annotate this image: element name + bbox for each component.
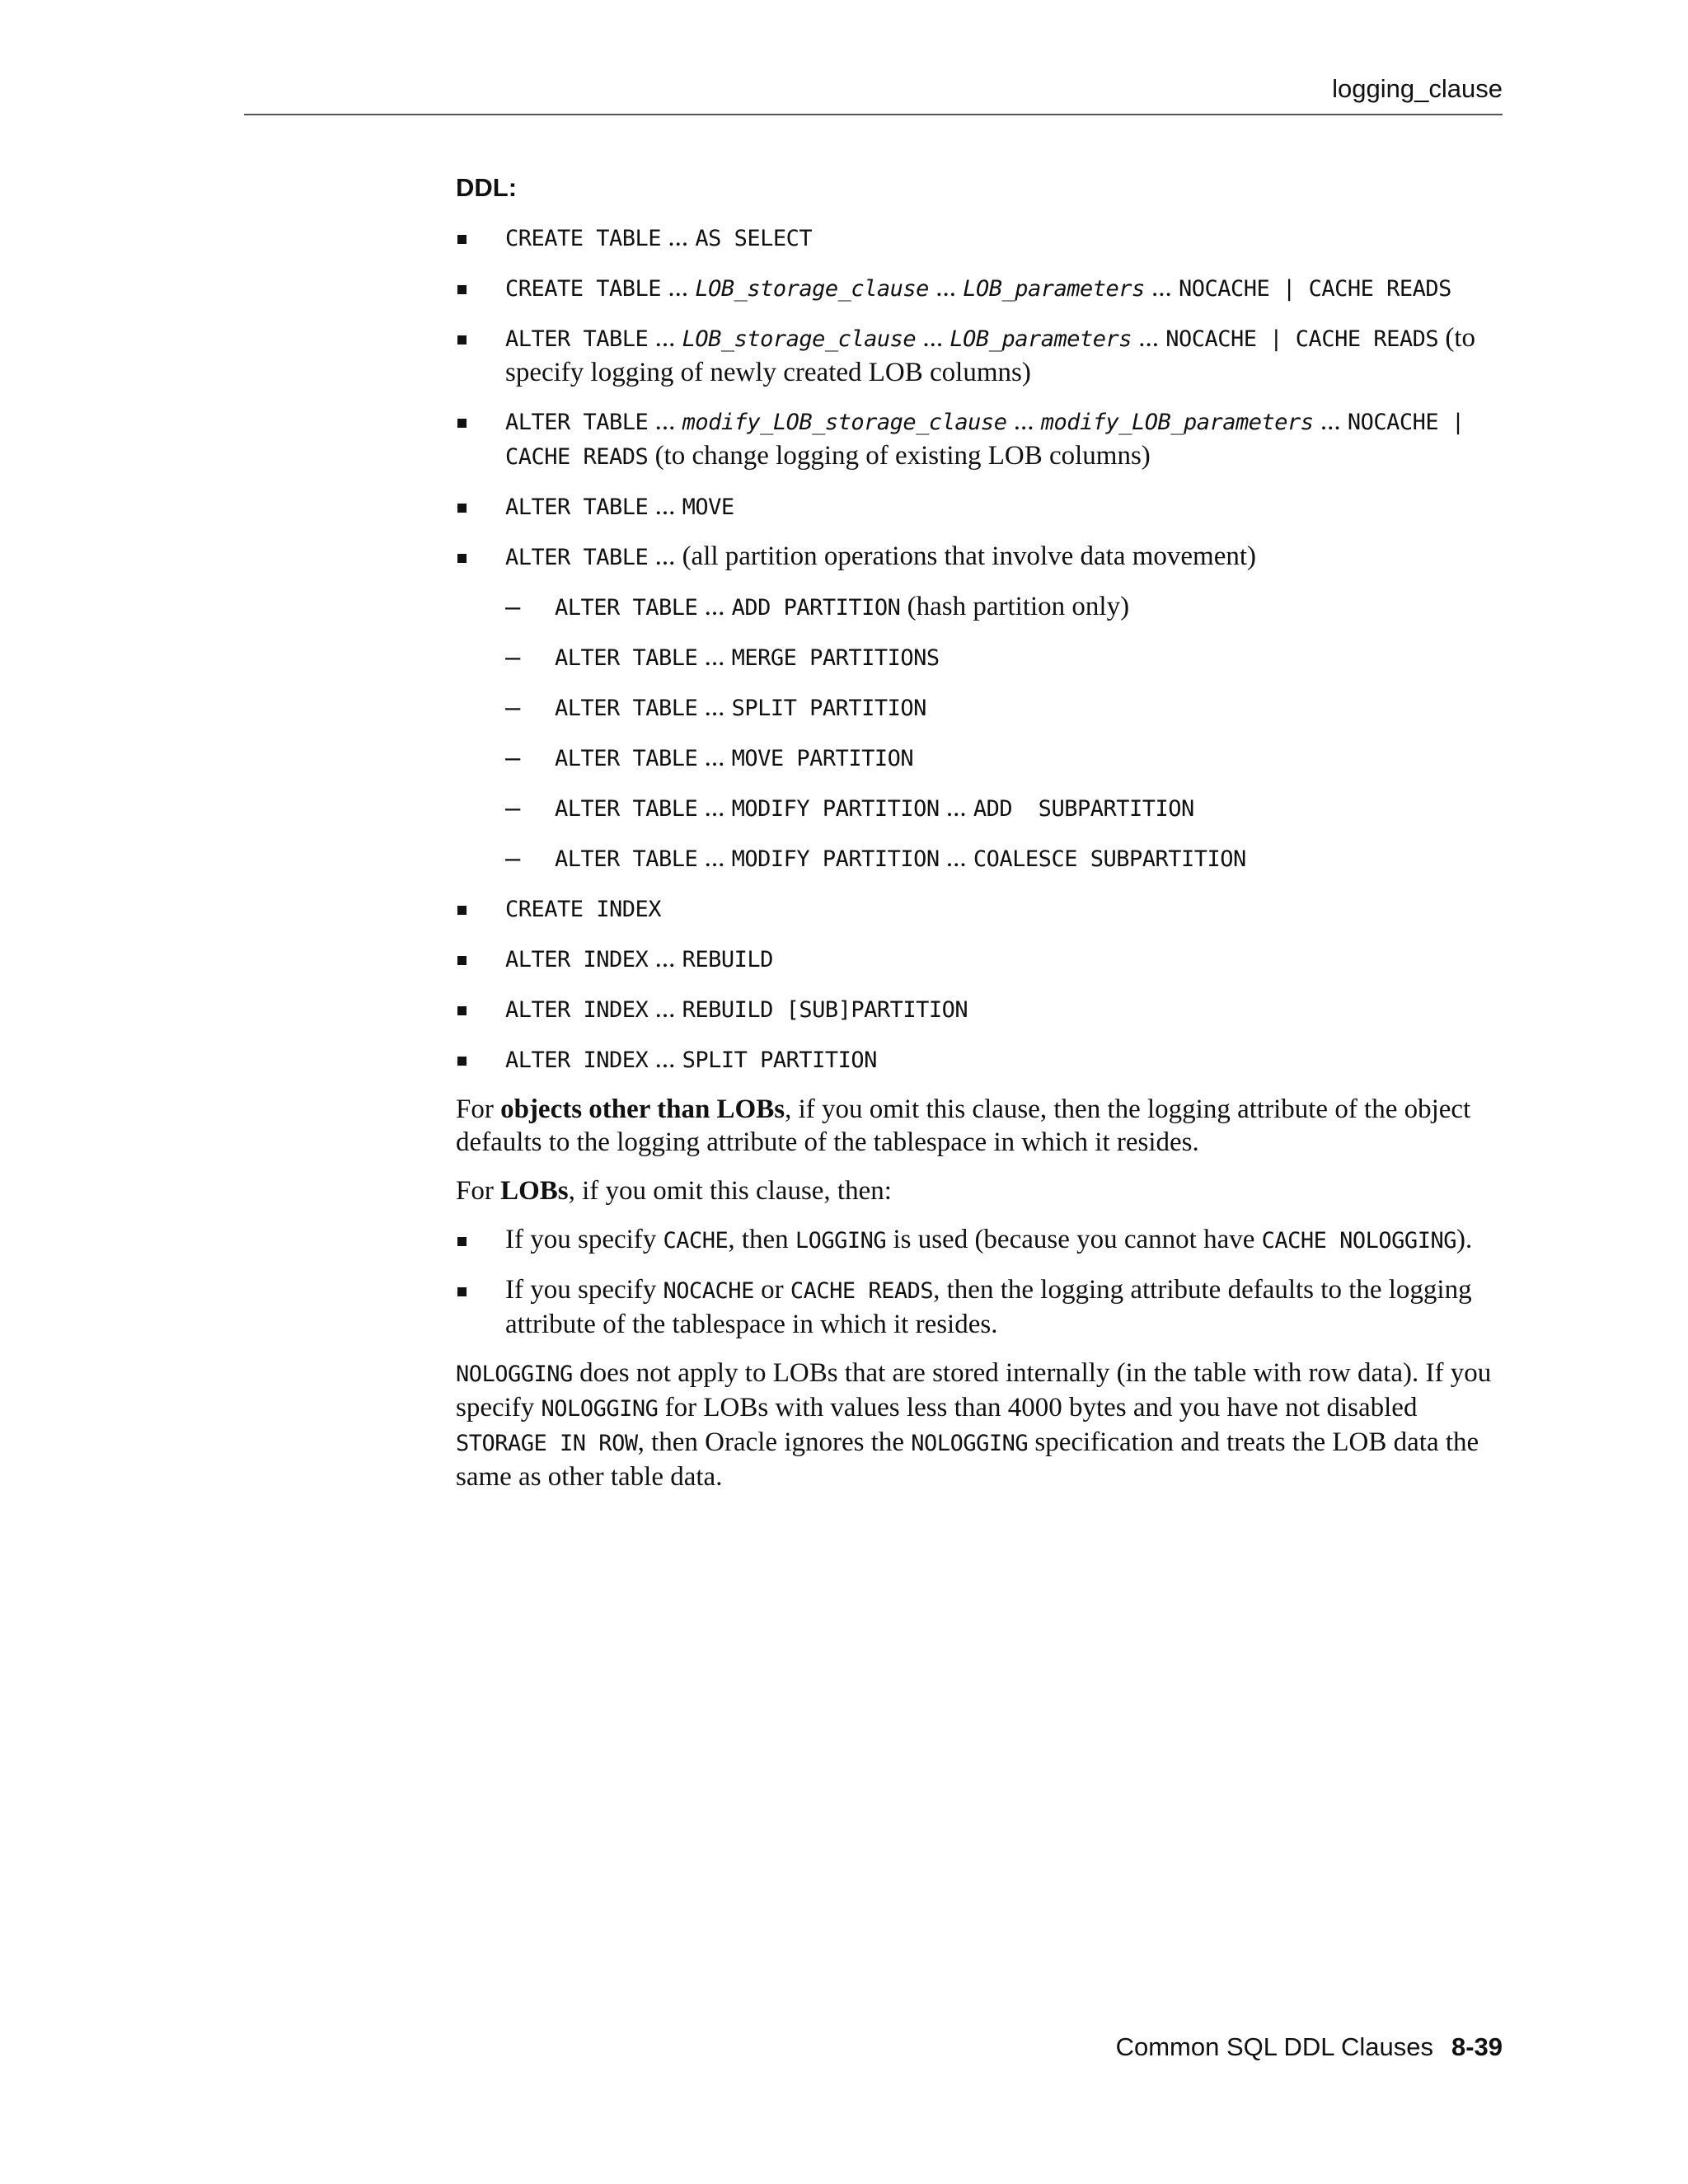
bullet-icon: [457, 504, 467, 513]
bullet-icon: [457, 956, 467, 965]
header-rule: [244, 114, 1503, 115]
list-item: ALTER TABLE ... (all partition operations that involve data movement) – ALTER TABLE ... ADD PARTITION (hash partition only) – ALTER TABLE ... MERGE PARTITIONS – ALTER TABLE ... SPLIT PARTITION – ALTER TABLE ... MOVE PARTITION – ALTER TABLE ... MODIFY PARTITION ... ADD SUBPARTITION – ALTER TABLE ... MODIFY PARTITION ... COALESCE SUBPARTITION: [456, 540, 1503, 876]
footer-title: Common SQL DDL Clauses: [1115, 2032, 1433, 2061]
bullet-icon: [457, 1057, 467, 1066]
paragraph-non-lob: For objects other than LOBs, if you omit this clause, then the logging attribute of the object defaults to the logging attribute of the tablespace in which it resides.: [456, 1094, 1471, 1157]
sub-list-item: – ALTER TABLE ... MOVE PARTITION: [505, 742, 914, 772]
list-item: ALTER TABLE ... LOB_storage_clause ... LOB_parameters ... NOCACHE | CACHE READS (to specify logging of newly created LOB columns): [456, 321, 1503, 389]
list-item: ALTER INDEX ... REBUILD [SUB]PARTITION: [456, 992, 1503, 1027]
page-body: [456, 171, 1503, 1509]
page-footer: [1116, 2032, 1503, 2062]
list-item: ALTER TABLE ... modify_LOB_storage_clause ... modify_LOB_parameters ... NOCACHE | CACHE READS (to change logging of existing LOB columns): [456, 405, 1503, 474]
bullet-icon: [457, 1237, 467, 1246]
section-heading: DDL:: [456, 173, 518, 202]
paragraph-nologging: NOLOGGING does not apply to LOBs that are stored internally (in the table with row data). If you specify NOLOGGING for LOBs with values less than 4000 bytes and you have not disabled STORAGE IN ROW, then Oracle ignores the NOLOGGING specification and treats the LOB data the same as other table data.: [456, 1358, 1492, 1492]
partition-ops-list: [505, 590, 1503, 876]
sub-list-item: – ALTER TABLE ... MODIFY PARTITION ... COALESCE SUBPARTITION: [505, 842, 1246, 873]
sub-list-item: – ALTER TABLE ... SPLIT PARTITION: [505, 691, 926, 722]
ddl-list: [456, 221, 1503, 1077]
sub-list-item: – ALTER TABLE ... MODIFY PARTITION ... ADD SUBPARTITION: [505, 792, 1194, 823]
bullet-icon: [457, 285, 467, 294]
list-item: ALTER INDEX ... SPLIT PARTITION: [456, 1043, 1503, 1077]
dash-icon: –: [505, 691, 521, 722]
bullet-icon: [457, 335, 467, 344]
list-item: CREATE INDEX: [456, 892, 1503, 926]
list-item: If you specify NOCACHE or CACHE READS, then the logging attribute defaults to the logging attribute of the tablespace in which it resides.: [456, 1273, 1503, 1341]
bullet-icon: [457, 419, 467, 428]
list-item: ALTER TABLE ... MOVE: [456, 490, 1503, 524]
list-item: CREATE TABLE ... AS SELECT: [456, 221, 1503, 255]
running-head: logging_clause: [1332, 74, 1503, 103]
sub-list-item: – ALTER TABLE ... ADD PARTITION (hash partition only): [505, 591, 1130, 621]
list-item: CREATE TABLE ... LOB_storage_clause ... LOB_parameters ... NOCACHE | CACHE READS: [456, 271, 1503, 306]
list-item: ALTER INDEX ... REBUILD: [456, 942, 1503, 977]
list-item: If you specify CACHE, then LOGGING is used (because you cannot have CACHE NOLOGGING).: [456, 1223, 1503, 1258]
page-number: 8-39: [1451, 2032, 1503, 2061]
lob-list: [456, 1223, 1503, 1341]
bullet-icon: [457, 1006, 467, 1015]
paragraph-lob: For LOBs, if you omit this clause, then:: [456, 1176, 892, 1206]
dash-icon: –: [505, 742, 521, 772]
sub-list-item: – ALTER TABLE ... MERGE PARTITIONS: [505, 641, 940, 672]
dash-icon: –: [505, 591, 521, 621]
bullet-icon: [457, 906, 467, 915]
bullet-icon: [457, 235, 467, 244]
dash-icon: –: [505, 792, 521, 823]
dash-icon: –: [505, 842, 521, 873]
dash-icon: –: [505, 641, 521, 672]
bullet-icon: [457, 554, 467, 563]
bullet-icon: [457, 1287, 467, 1296]
